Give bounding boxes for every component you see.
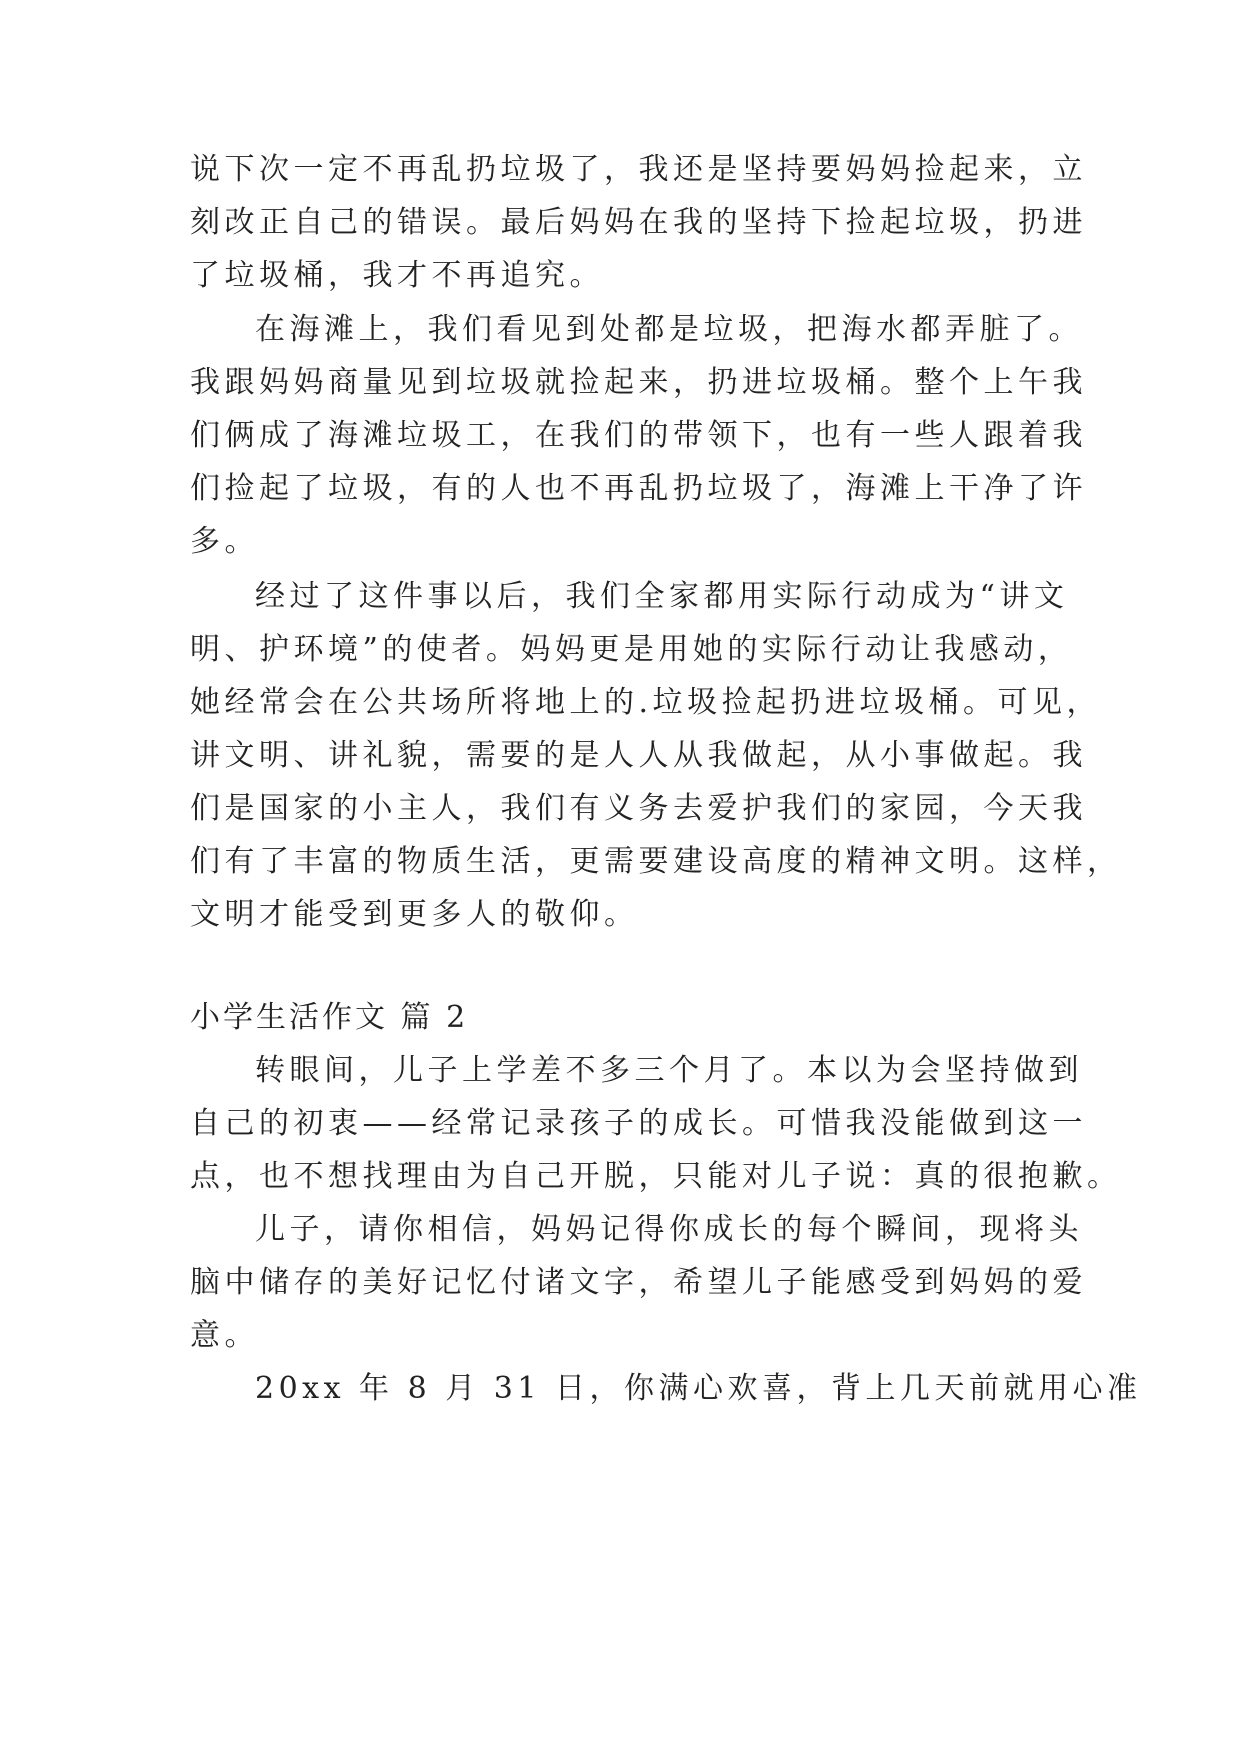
text-line: 了垃圾桶，我才不再追究。 xyxy=(190,258,604,293)
paragraph-first-line: 经过了这件事以后，我们全家都用实际行动成为“讲文 xyxy=(255,579,1069,614)
paragraph-first-line: 转眼间，儿子上学差不多三个月了。本以为会坚持做到 xyxy=(255,1053,1083,1088)
paragraph-first-line: 20xx 年 8 月 31 日，你满心欢喜，背上几天前就用心准 xyxy=(255,1371,1142,1406)
text-line: 她经常会在公共场所将地上的.垃圾捡起扔进垃圾桶。可见， xyxy=(190,685,1102,720)
text-line: 明、护环境”的使者。妈妈更是用她的实际行动让我感动， xyxy=(190,632,1073,667)
paragraph-first-line: 在海滩上，我们看见到处都是垃圾，把海水都弄脏了。 xyxy=(255,312,1083,347)
text-line: 多。 xyxy=(190,524,259,559)
text-line: 们有了丰富的物质生活，更需要建设高度的精神文明。这样， xyxy=(190,844,1122,879)
text-line: 们捡起了垃圾，有的人也不再乱扔垃圾了，海滩上干净了许 xyxy=(190,471,1087,506)
text-line: 点，也不想找理由为自己开脱，只能对儿子说：真的很抱歉。 xyxy=(190,1159,1122,1194)
text-line: 们俩成了海滩垃圾工，在我们的带领下，也有一些人跟着我 xyxy=(190,418,1087,453)
text-line: 意。 xyxy=(190,1318,259,1353)
text-line: 讲文明、讲礼貌，需要的是人人从我做起，从小事做起。我 xyxy=(190,738,1087,773)
paragraph-first-line: 儿子，请你相信，妈妈记得你成长的每个瞬间，现将头 xyxy=(255,1212,1083,1247)
text-line: 们是国家的小主人，我们有义务去爱护我们的家园，今天我 xyxy=(190,791,1087,826)
text-line: 脑中储存的美好记忆付诸文字，希望儿子能感受到妈妈的爱 xyxy=(190,1265,1087,1300)
section-heading: 小学生活作文 篇 2 xyxy=(190,1000,469,1035)
text-line: 刻改正自己的错误。最后妈妈在我的坚持下捡起垃圾，扔进 xyxy=(190,205,1087,240)
text-line: 自己的初衷——经常记录孩子的成长。可惜我没能做到这一 xyxy=(190,1106,1087,1141)
text-line: 我跟妈妈商量见到垃圾就捡起来，扔进垃圾桶。整个上午我 xyxy=(190,365,1087,400)
text-line: 文明才能受到更多人的敬仰。 xyxy=(190,897,639,932)
text-line: 说下次一定不再乱扔垃圾了，我还是坚持要妈妈捡起来，立 xyxy=(190,152,1087,187)
